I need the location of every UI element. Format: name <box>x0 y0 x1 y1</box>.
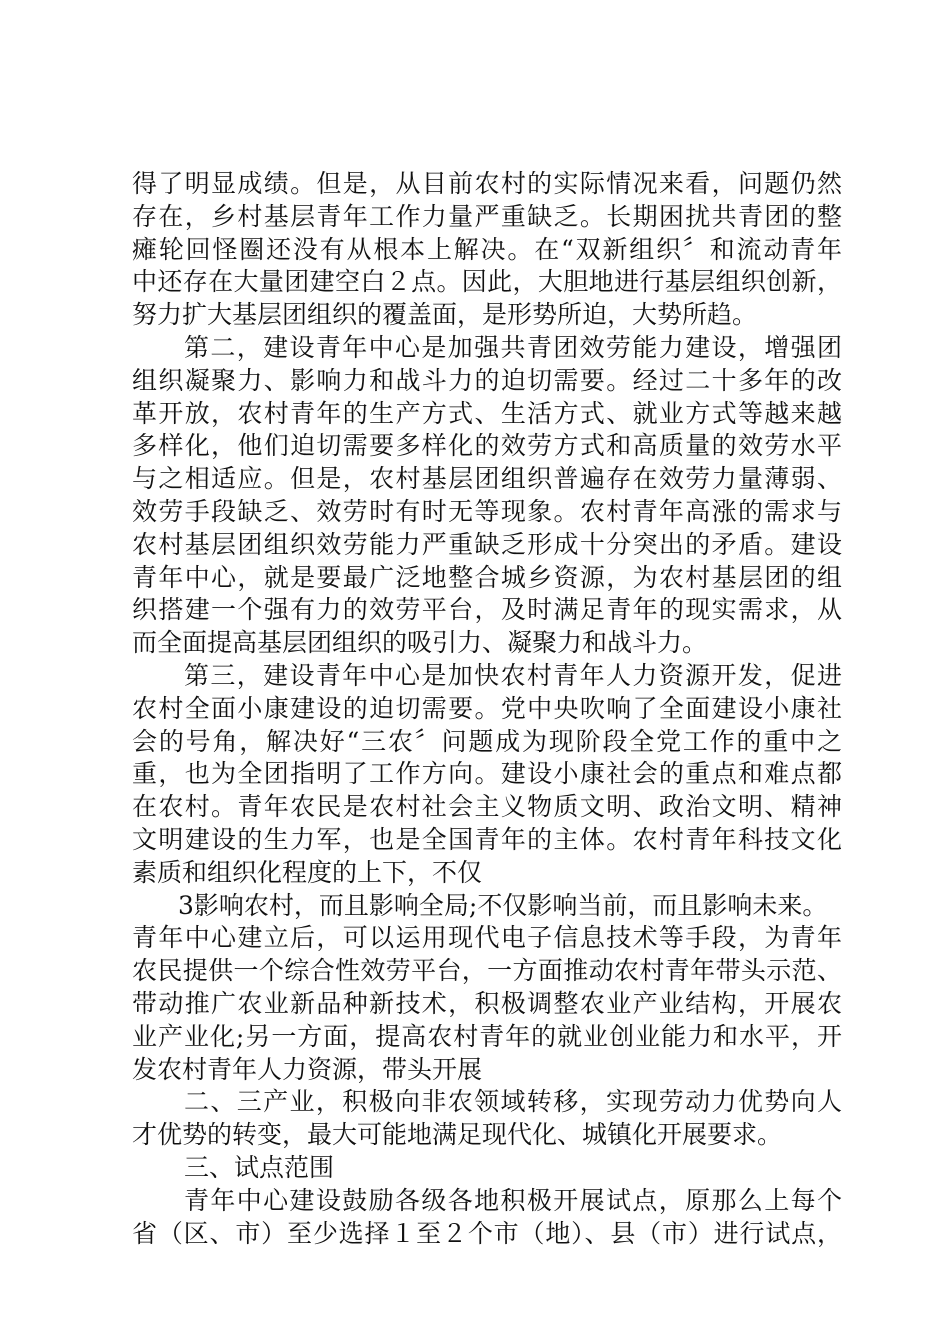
text-line: 得了明显成绩。但是，从目前农村的实际情况来看，问题仍然 <box>132 169 842 198</box>
text-line: 努力扩大基层团组织的覆盖面，是形势所迫，大势所趋。 <box>132 300 758 330</box>
text-line: 与之相适应。但是，农村基层团组织普遍存在效劳力量薄弱、 <box>132 464 842 494</box>
text-line: 农民提供一个综合性效劳平台，一方面推动农村青年带头示范、 <box>132 956 842 986</box>
paragraph-start-line: 第三，建设青年中心是加快农村青年人力资源开发，促进 <box>184 660 842 690</box>
paragraph-start-line: 青年中心建设鼓励各级各地积极开展试点，原那么上每个 <box>184 1185 842 1215</box>
text-line: 瘫轮回怪圈还没有从根本上解决。在“双新组织〞和流动青年 <box>132 234 842 264</box>
text-line: 素质和组织化程度的上下，不仅 <box>132 857 483 887</box>
text-line: 织搭建一个强有力的效劳平台，及时满足青年的现实需求，从 <box>132 595 842 625</box>
text-line: 会的号角，解决好“三农〞问题成为现阶段全党工作的重中之 <box>132 726 842 756</box>
text-line: 而全面提高基层团组织的吸引力、凝聚力和战斗力。 <box>132 628 708 658</box>
paragraph-start-line: 3影响农村，而且影响全局;不仅影响当前，而且影响未来。 <box>178 890 828 920</box>
text-line: 发农村青年人力资源，带头开展 <box>132 1054 483 1084</box>
text-line: 才优势的转变，最大可能地满足现代化、城镇化开展要求。 <box>132 1120 783 1150</box>
text-line: 带动推广农业新品种新技术，积极调整农业产业结构，开展农 <box>132 988 842 1018</box>
body-text <box>132 168 842 1250</box>
text-line: 组织凝聚力、影响力和战斗力的迫切需要。经过二十多年的改 <box>132 365 842 395</box>
text-line: 青年中心建立后，可以运用现代电子信息技术等手段，为青年 <box>132 923 842 953</box>
text-line: 青年中心，就是要最广泛地整合城乡资源，为农村基层团的组 <box>132 562 842 592</box>
text-line: 存在，乡村基层青年工作力量严重缺乏。长期困扰共青团的整 <box>132 201 842 231</box>
text-line: 重，也为全团指明了工作方向。建设小康社会的重点和难点都 <box>132 759 842 789</box>
text-line: 农村全面小康建设的迫切需要。党中央吹响了全面建设小康社 <box>132 693 842 723</box>
paragraph-start-line: 二、三产业，积极向非农领域转移，实现劳动力优势向人 <box>184 1087 842 1117</box>
section-heading: 三、试点范围 <box>184 1152 335 1182</box>
text-line: 效劳手段缺乏、效劳时有时无等现象。农村青年高涨的需求与 <box>132 496 842 526</box>
paragraph-start-line: 第二，建设青年中心是加强共青团效劳能力建设，增强团 <box>184 332 842 362</box>
text-line: 业产业化;另一方面，提高农村青年的就业创业能力和水平，开 <box>132 1021 842 1051</box>
text-line: 多样化，他们迫切需要多样化的效劳方式和高质量的效劳水平 <box>132 431 842 461</box>
text-line: 省（区、市）至少选择１至２个市（地）、县（市）进行试点， <box>132 1218 842 1248</box>
text-line: 革开放，农村青年的生产方式、生活方式、就业方式等越来越 <box>132 398 842 428</box>
text-line: 文明建设的生力军，也是全国青年的主体。农村青年科技文化 <box>132 824 842 854</box>
text-line: 中还存在大量团建空白２点。因此，大胆地进行基层组织创新， <box>132 267 842 297</box>
text-line: 农村基层团组织效劳能力严重缺乏形成十分突出的矛盾。建设 <box>132 529 842 559</box>
text-line: 在农村。青年农民是农村社会主义物质文明、政治文明、精神 <box>132 792 842 822</box>
